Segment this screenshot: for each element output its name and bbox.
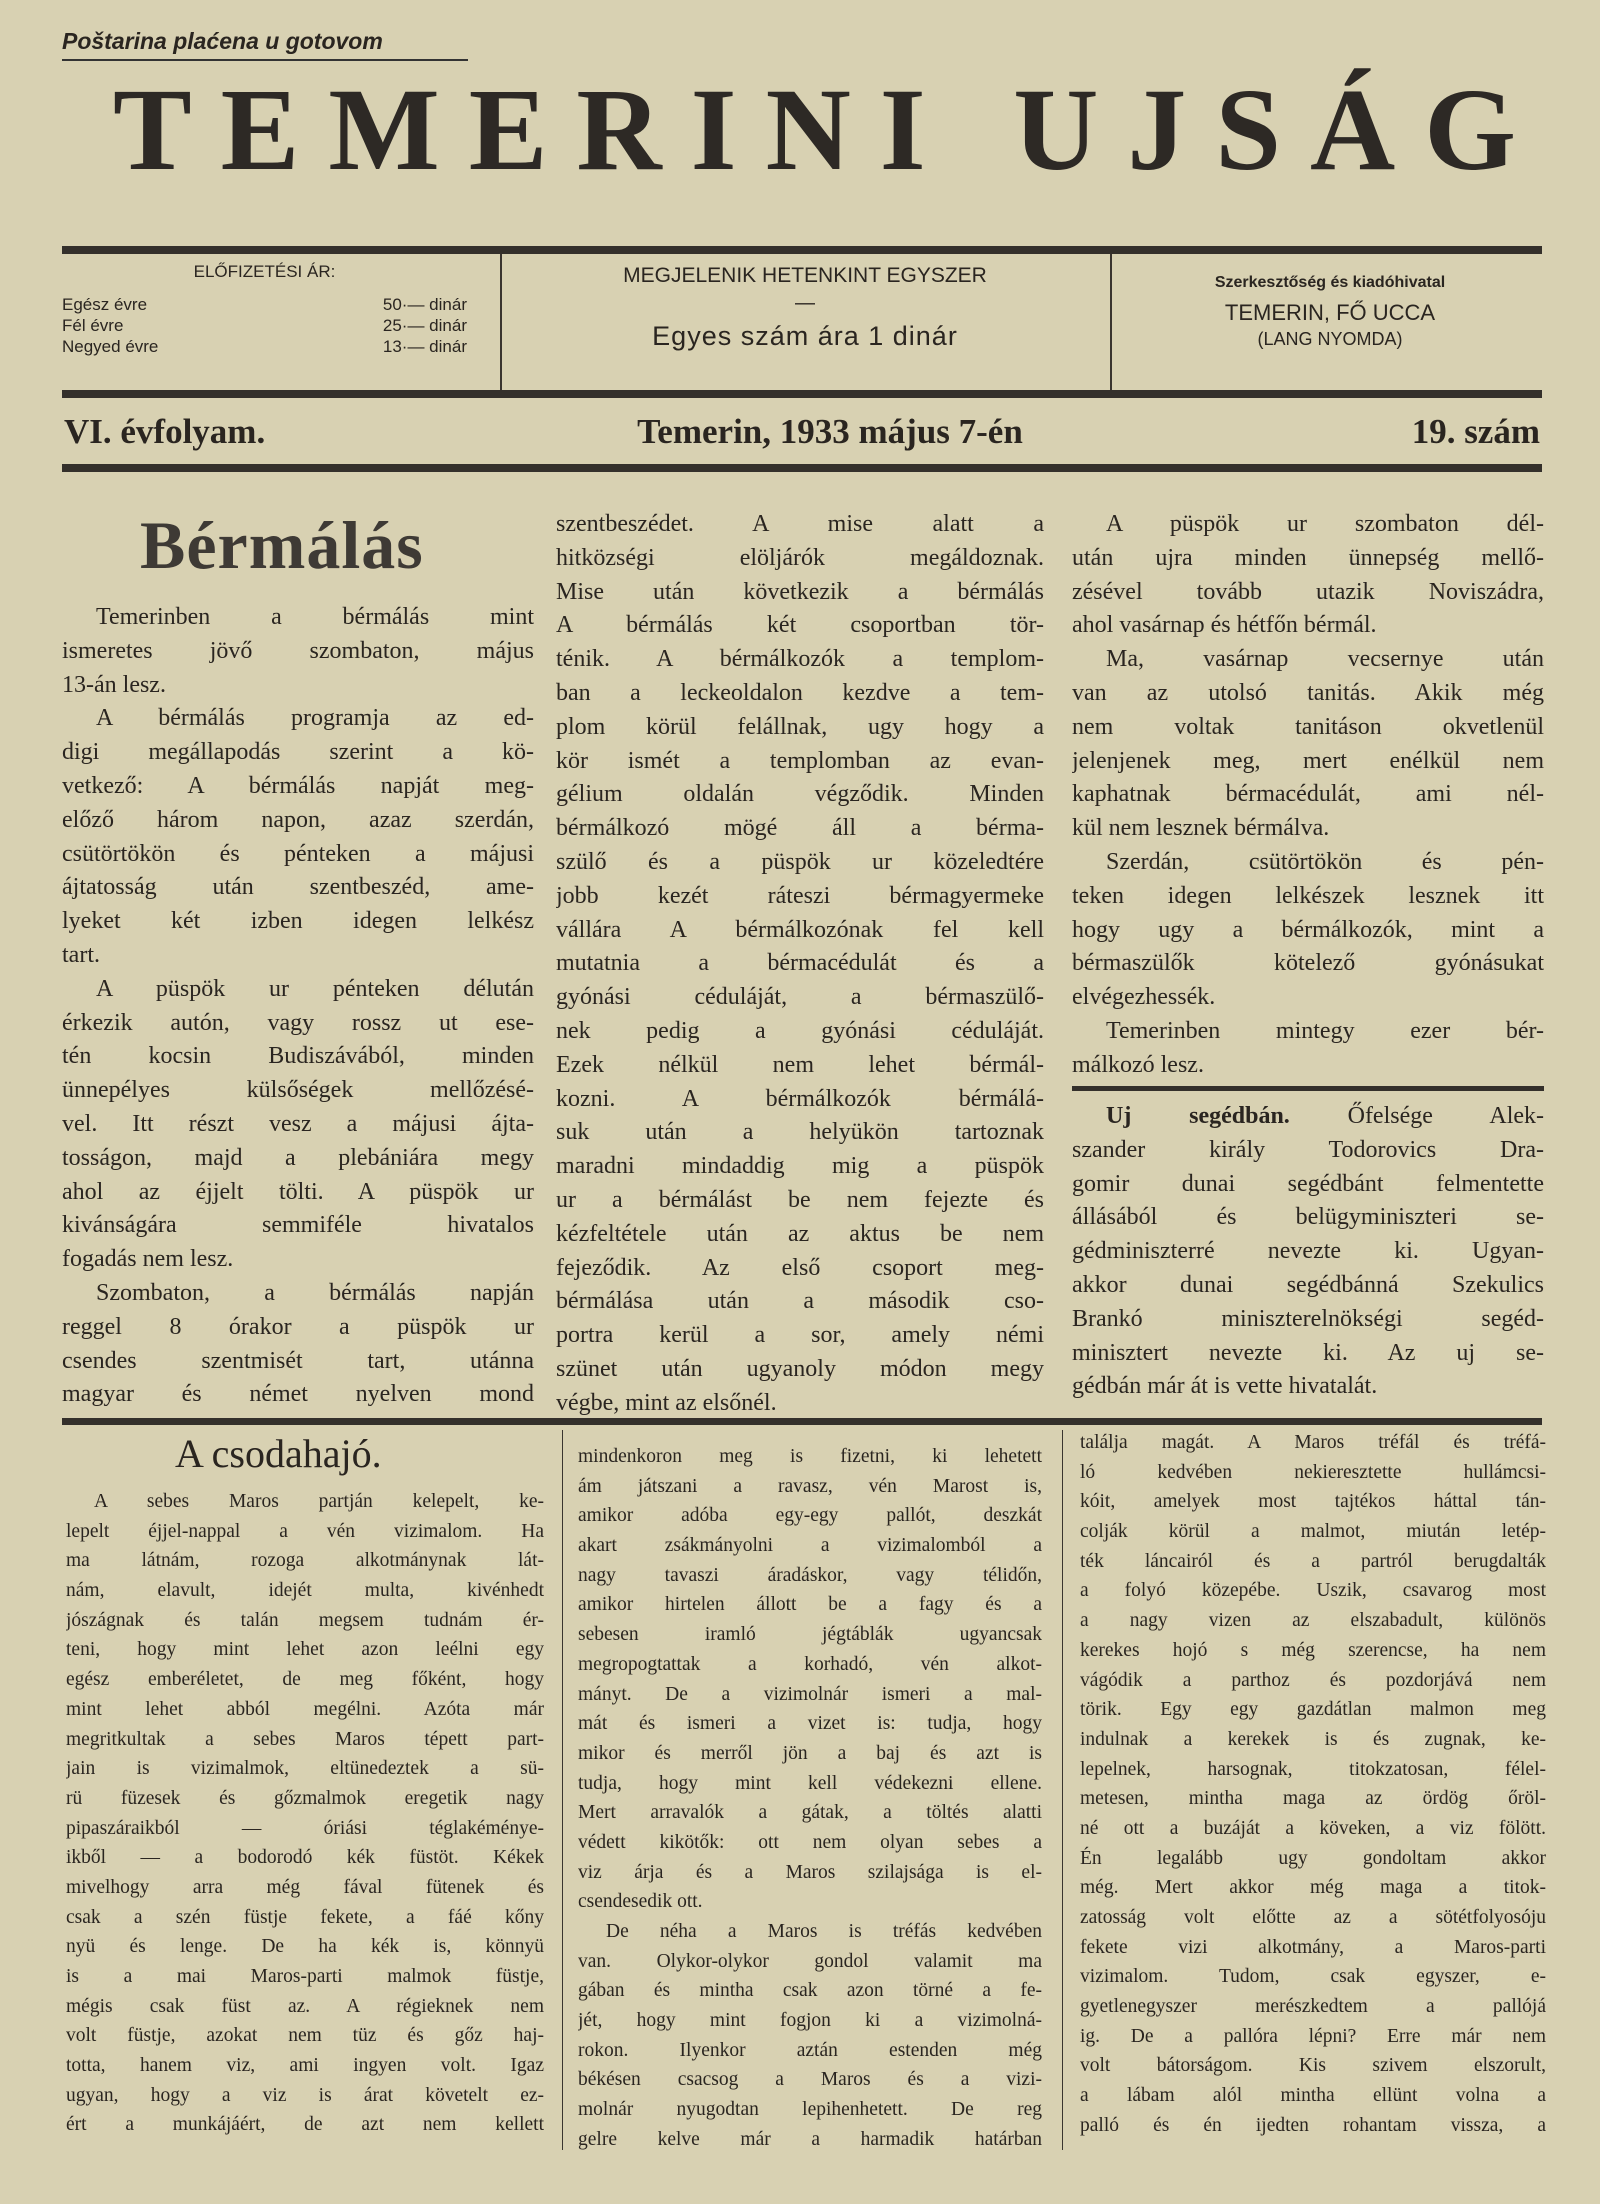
text-line: csütörtökön és pénteken a májusi xyxy=(62,840,534,867)
office-box xyxy=(1115,262,1545,388)
text-line: ahol az éjjelt tölti. A püspök ur xyxy=(62,1178,534,1205)
text-line: nek pedig a gyónási céduláját. xyxy=(556,1017,1044,1044)
text-line: tén kocsin Budiszávából, minden xyxy=(62,1043,534,1070)
text-line: megritkultak a sebes Maros tépett part- xyxy=(66,1728,544,1750)
text-line: sebesen iramló jégtáblák ugyancsak xyxy=(578,1624,1042,1646)
text-line: Ma, vasárnap vecsernye után xyxy=(1106,646,1544,673)
text-line: colják körül a malmot, miután letép- xyxy=(1080,1521,1546,1543)
text-line: lyeket két izben idegen lelkész xyxy=(62,908,534,935)
text-line: akkor dunai segédbánná Szekulics xyxy=(1072,1271,1544,1298)
text-line: gédminiszterré nevezte ki. Ugyan- xyxy=(1072,1238,1544,1265)
price-row xyxy=(62,336,467,357)
text-line: vágódik a parthoz és pozdorjává nem xyxy=(1080,1669,1546,1691)
text-line: vizimalom. Tudom, csak egyszer, e- xyxy=(1080,1966,1546,1988)
text-line: szünet után ugyanoly módon megy xyxy=(556,1355,1044,1382)
text-line: 13-án lesz. xyxy=(62,671,166,698)
text-line: magyar és német nyelven mond xyxy=(62,1381,534,1408)
text-line: teken idegen lelkészek lesznek itt xyxy=(1072,882,1544,909)
text-line: teni, hogy mint lehet azon leélni egy xyxy=(66,1639,544,1661)
text-line: vállára A bérmálkozónak fel kell xyxy=(556,916,1044,943)
printer-name: (LANG NYOMDA) xyxy=(1257,329,1403,349)
price-label: Egész évre xyxy=(62,295,148,314)
office-address: TEMERIN, FŐ UCCA xyxy=(1224,300,1436,325)
text-line: csendesedik ott. xyxy=(578,1891,703,1913)
info-divider xyxy=(500,254,502,390)
text-line: ugyan, hogy a viz is árat követelt ez- xyxy=(66,2084,544,2106)
price-value: 50·— dinár xyxy=(382,295,467,314)
text-line: minisztert nevezte ki. Az uj se- xyxy=(1072,1339,1544,1366)
price-label: Negyed évre xyxy=(62,337,159,356)
news-lead: Uj segédbán. xyxy=(1106,1103,1290,1129)
text-line: zésével tovább utazik Noviszádra, xyxy=(1072,578,1544,605)
text-line: rü füzesek és gőzmalmok eregetik nagy xyxy=(66,1787,544,1809)
article-title-csodahajo: A csodahajó. xyxy=(175,1431,382,1476)
text-line: mivelhogy arra még fával fütenek és xyxy=(66,1876,544,1898)
text-line: molnár nyugodtan lepihenhetett. De reg xyxy=(578,2099,1042,2121)
text-line: Szerdán, csütörtökön és pén- xyxy=(1106,848,1544,875)
text-line: gomir dunai segédbánt felmentette xyxy=(1072,1170,1544,1197)
text-line: van az utolsó tanitás. Akik még xyxy=(1072,679,1544,706)
text-line: jobb kezét ráteszi bérmagyermeke xyxy=(556,882,1044,909)
text-line: van. Olykor-olykor gondol valamit ma xyxy=(578,1950,1042,1972)
volume-number: VI. évfolyam. xyxy=(64,412,266,451)
text-line: mányt. De a vizimolnár ismeri a mal- xyxy=(578,1683,1042,1705)
text-line: szülő és a püspök ur közeledtére xyxy=(556,848,1044,875)
text-line: ám játszani a ravasz, vén Marost is, xyxy=(578,1475,1042,1497)
text-line: kivánságára semmiféle hivatalos xyxy=(62,1212,534,1239)
dateline-rule xyxy=(62,464,1542,472)
text-line: né ott a buzáját a köveken, a viz fölött. xyxy=(1080,1817,1546,1839)
text-line: érkezik autón, vagy rossz ut ese- xyxy=(62,1009,534,1036)
single-price: Egyes szám ára 1 dinár xyxy=(652,321,958,351)
text-line: viz árja és a Maros szilajsága is el- xyxy=(578,1861,1042,1883)
price-label: Fél évre xyxy=(62,316,124,335)
text-line: a lábam alól mintha ellünt volna a xyxy=(1080,2085,1546,2107)
text-line: bérmálása után a második cso- xyxy=(556,1288,1044,1315)
text-line: ték láncairól és a partról berugdalták xyxy=(1080,1550,1546,1572)
frequency-text: MEGJELENIK HETENKINT EGYSZER xyxy=(623,264,987,287)
text-line: mégis csak füst az. A régieknek nem xyxy=(66,1995,544,2017)
text-line: jain is vizimalmok, eltünedeztek a sü- xyxy=(66,1758,544,1780)
text-line: végbe, mint az elsőnél. xyxy=(556,1389,777,1416)
news-item-segedban xyxy=(1072,1100,1544,1404)
text-line: ig. De a pallóra lépni? Erre már nem xyxy=(1080,2025,1546,2047)
text-line: mindenkoron meg is fizetni, ki lehetett xyxy=(578,1446,1042,1467)
text-line: Temerinben mintegy ezer bér- xyxy=(1106,1017,1544,1044)
text-line: zatosság volt előtte az a sötétfolyosóju xyxy=(1080,1907,1546,1928)
text-line: A sebes Maros partján kelepelt, ke- xyxy=(94,1491,544,1512)
publication-box xyxy=(505,262,1105,388)
text-line: mint lehet abból megélni. Azóta már xyxy=(66,1698,544,1720)
text-line: gédbán már át is vette hivatalát. xyxy=(1072,1373,1378,1400)
text-line: reggel 8 órakor a püspök ur xyxy=(62,1313,534,1340)
text-line: portra kerül a sor, amely némi xyxy=(556,1322,1044,1349)
text-line: tosságon, majd a plebániára megy xyxy=(62,1144,534,1171)
text-line: A bérmálás programja az ed- xyxy=(96,705,534,732)
text-line: bérmálkozó mögé áll a bérma- xyxy=(556,815,1044,842)
subscription-title: ELŐFIZETÉSI ÁR: xyxy=(193,262,336,281)
text-line: kézfeltétele után az aktus be nem xyxy=(556,1220,1044,1247)
price-value: 25·— dinár xyxy=(382,316,467,335)
text-line: De néha a Maros is tréfás kedvében xyxy=(606,1921,1042,1942)
text-line: Mise után következik a bérmálás xyxy=(556,578,1044,605)
news-text: Őfelsége Alek- xyxy=(1347,1103,1544,1129)
article2-column-1 xyxy=(66,1487,544,2140)
text-line: kerekes hojó s még szerencse, ha nem xyxy=(1080,1639,1546,1661)
text-line: kóit, amelyek most tajtékos háttal tán- xyxy=(1080,1491,1546,1513)
article2-column-2 xyxy=(578,1442,1042,2155)
text-line: fekete vizi alkotmány, a Maros-parti xyxy=(1080,1936,1546,1958)
text-line: Temerinben a bérmálás mint xyxy=(96,604,534,630)
text-line: Én legalább ugy gondoltam akkor xyxy=(1080,1847,1546,1869)
text-line: nám, elavult, idejét multa, kivénhedt xyxy=(66,1580,544,1602)
text-line: csak a szén füstje fekete, a fáé kőny xyxy=(66,1906,544,1928)
text-line: ló kedvében nekieresztette hullámcsi- xyxy=(1080,1461,1546,1483)
article1-column-1 xyxy=(62,601,534,1412)
text-line: csendes szentmisét tart, utánna xyxy=(62,1347,534,1374)
text-line: megropogtattak a korhadó, vén alkot- xyxy=(578,1653,1042,1675)
text-line: szentbeszédet. A mise alatt a xyxy=(556,511,1044,537)
text-line: A bérmálás két csoportban tör- xyxy=(556,612,1044,639)
price-row xyxy=(62,294,467,315)
text-line: is a mai Maros-parti malmok füstje, xyxy=(66,1966,544,1987)
article-title-bermalas: Bérmálás xyxy=(140,507,424,583)
text-line: nagy tavaszi áradáskor, vagy télidőn, xyxy=(578,1564,1042,1586)
text-line: gyetlenegyszer merészkedtem a pallójá xyxy=(1080,1996,1546,2018)
text-line: találja magát. A Maros tréfál és tréfá- xyxy=(1080,1432,1546,1453)
info-rule-bottom xyxy=(62,390,1542,398)
text-line: palló és én ijedten rohantam vissza, a xyxy=(1080,2114,1546,2136)
text-line: A püspök ur szombaton dél- xyxy=(1106,511,1544,537)
text-line: állásából és belügyminiszteri se- xyxy=(1072,1204,1544,1231)
section-rule xyxy=(62,1418,1542,1425)
text-line: egész emberéletet, de meg főként, hogy xyxy=(66,1669,544,1691)
newspaper-masthead: TEMERINI UJSÁG xyxy=(112,64,1546,195)
text-line: bérmaszülők kötelező gyónásukat xyxy=(1072,950,1544,977)
text-line: ájtatosság után szentbeszéd, ame- xyxy=(62,874,534,901)
text-line: szander király Todorovics Dra- xyxy=(1072,1136,1544,1163)
postage-notice: Poštarina plaćena u gotovom xyxy=(62,28,468,61)
text-line: ur a bérmálást be nem fejezte és xyxy=(556,1186,1044,1213)
text-line: ahol vasárnap és hétfőn bérmál. xyxy=(1072,612,1377,639)
text-line: ténik. A bérmálkozók a templom- xyxy=(556,646,1044,673)
column-divider xyxy=(1062,1430,1063,2150)
office-label: Szerkesztőség és kiadóhivatal xyxy=(1214,274,1446,291)
text-line: jelenjenek meg, mert enélkül nem xyxy=(1072,747,1544,774)
text-line: ikből — a bodorodó kék füstöt. Kékek xyxy=(66,1847,544,1869)
text-line: Brankó miniszterelnökségi segéd- xyxy=(1072,1305,1544,1332)
text-line: jószágnak és talán megsem tudnám ér- xyxy=(66,1609,544,1631)
text-line: rokon. Ilyenkor aztán estenden még xyxy=(578,2039,1042,2061)
text-line: kozni. A bérmálkozók bérmálá- xyxy=(556,1085,1044,1112)
issue-date: Temerin, 1933 május 7-én xyxy=(637,412,1023,451)
text-line: tart. xyxy=(62,941,100,968)
news-separator xyxy=(1072,1086,1544,1091)
text-line: ma látnám, rozoga alkotmánynak lát- xyxy=(66,1550,544,1572)
masthead-rule-top xyxy=(62,246,1542,254)
subscription-box xyxy=(62,262,467,388)
text-line: gelre kelve már a harmadik határban xyxy=(578,2128,1042,2150)
text-line: tudja, hogy mint kell védekezni ellene. xyxy=(578,1772,1042,1794)
text-line: totta, hanem viz, ami ingyen volt. Igaz xyxy=(66,2055,544,2077)
text-line: amikor adóba egy-egy pallót, deszkát xyxy=(578,1505,1042,1527)
text-line: lepelt éjjel-nappal a vén vizimalom. Ha xyxy=(66,1520,544,1542)
text-line: nyü és lenge. De ha kék is, könnyü xyxy=(66,1936,544,1958)
text-line: kül nem lesznek bérmálva. xyxy=(1072,815,1330,842)
article1-column-3 xyxy=(1072,508,1544,1083)
issue-number: 19. szám xyxy=(1411,412,1540,451)
column-divider xyxy=(562,1430,563,2150)
text-line xyxy=(1072,1100,1544,1134)
text-line: a folyó közepébe. Uszik, csavarog most xyxy=(1080,1580,1546,1602)
text-line: után ujra minden ünnepség mellő- xyxy=(1072,544,1544,571)
price-value: 13·— dinár xyxy=(382,337,467,356)
text-line: gában és mintha csak azon törné a fe- xyxy=(578,1980,1042,2002)
text-line: hitközségi elöljárók megáldoznak. xyxy=(556,544,1044,571)
text-line: málkozó lesz. xyxy=(1072,1051,1204,1078)
text-line: mát és ismeri a vizet is: tudja, hogy xyxy=(578,1713,1042,1735)
text-line: maradni mindaddig mig a püspök xyxy=(556,1153,1044,1180)
article1-column-2 xyxy=(556,508,1044,1421)
text-line: lepelnek, harsognak, titokzatosan, félel- xyxy=(1080,1758,1546,1780)
text-line: hogy ugy a bérmálkozók, mint a xyxy=(1072,916,1544,943)
text-line: fogadás nem lesz. xyxy=(62,1246,234,1273)
article2-column-3 xyxy=(1080,1428,1546,2141)
info-divider xyxy=(1110,254,1112,390)
text-line: még. Mert akkor még maga a titok- xyxy=(1080,1877,1546,1899)
text-line: plom körül felállnak, ugy hogy a xyxy=(556,713,1044,740)
text-line: indulnak a kerekek is és zugnak, ke- xyxy=(1080,1728,1546,1750)
text-line: mutatnia a bérmacédulát és a xyxy=(556,950,1044,977)
text-line: gyónási céduláját, a bérmaszülő- xyxy=(556,984,1044,1011)
text-line: a nagy vizen az elszabadult, különös xyxy=(1080,1610,1546,1632)
text-line: nem voltak tanitáson okvetlenül xyxy=(1072,713,1544,740)
text-line: kaphatnak bérmacédulát, ami nél- xyxy=(1072,781,1544,808)
text-line: Ezek nélkül nem lehet bérmál- xyxy=(556,1051,1044,1078)
text-line: gélium oldalán végződik. Minden xyxy=(556,781,1044,808)
text-line: fejeződik. Az első csoport meg- xyxy=(556,1254,1044,1281)
text-line: előző három napon, azaz szerdán, xyxy=(62,806,534,833)
text-line: ban a leckeoldalon kezdve a tem- xyxy=(556,679,1044,706)
text-line: vetkező: A bérmálás napját meg- xyxy=(62,772,534,799)
text-line: védett kikötők: ott nem olyan sebes a xyxy=(578,1831,1042,1853)
text-line: jét, hogy mint fogjon ki a vizimolná- xyxy=(578,2010,1042,2032)
text-line: volt füstje, azokat nem tüz és gőz haj- xyxy=(66,2025,544,2047)
separator-dash: — xyxy=(795,292,815,314)
text-line: volt bátorságom. Kis szivem elszorult, xyxy=(1080,2055,1546,2077)
text-line: vel. Itt részt vesz a májusi ájta- xyxy=(62,1110,534,1137)
text-line: ünnepélyes külsőségek mellőzésé- xyxy=(62,1077,534,1104)
text-line: digi megállapodás szerint a kö- xyxy=(62,739,534,766)
text-line: akart zsákmányolni a vizimalomból a xyxy=(578,1535,1042,1557)
text-line: suk után a helyükön tartoznak xyxy=(556,1119,1044,1146)
text-line: A püspök ur pénteken délután xyxy=(96,975,534,1002)
text-line: törik. Egy egy gazdátlan malmon meg xyxy=(1080,1699,1546,1721)
text-line: ismeretes jövő szombaton, május xyxy=(62,637,534,664)
text-line: Mert arravalók a gátak, a töltés alatti xyxy=(578,1802,1042,1824)
text-line: ért a munkájáért, de azt nem kellett xyxy=(66,2114,544,2136)
text-line: kör ismét a templomban az evan- xyxy=(556,747,1044,774)
text-line: békésen csacsog a Maros és a vizi- xyxy=(578,2069,1042,2091)
text-line: pipaszáraikból — óriási téglakéménye- xyxy=(66,1817,544,1839)
text-line: Szombaton, a bérmálás napján xyxy=(96,1279,534,1306)
text-line: amikor hirtelen állott be a fagy és a xyxy=(578,1594,1042,1616)
text-line: metesen, mintha maga az ördög őröl- xyxy=(1080,1788,1546,1810)
text-line: elvégezhessék. xyxy=(1072,984,1216,1011)
price-row xyxy=(62,315,467,336)
text-line: mikor és merről jön a baj és azt is xyxy=(578,1742,1042,1764)
